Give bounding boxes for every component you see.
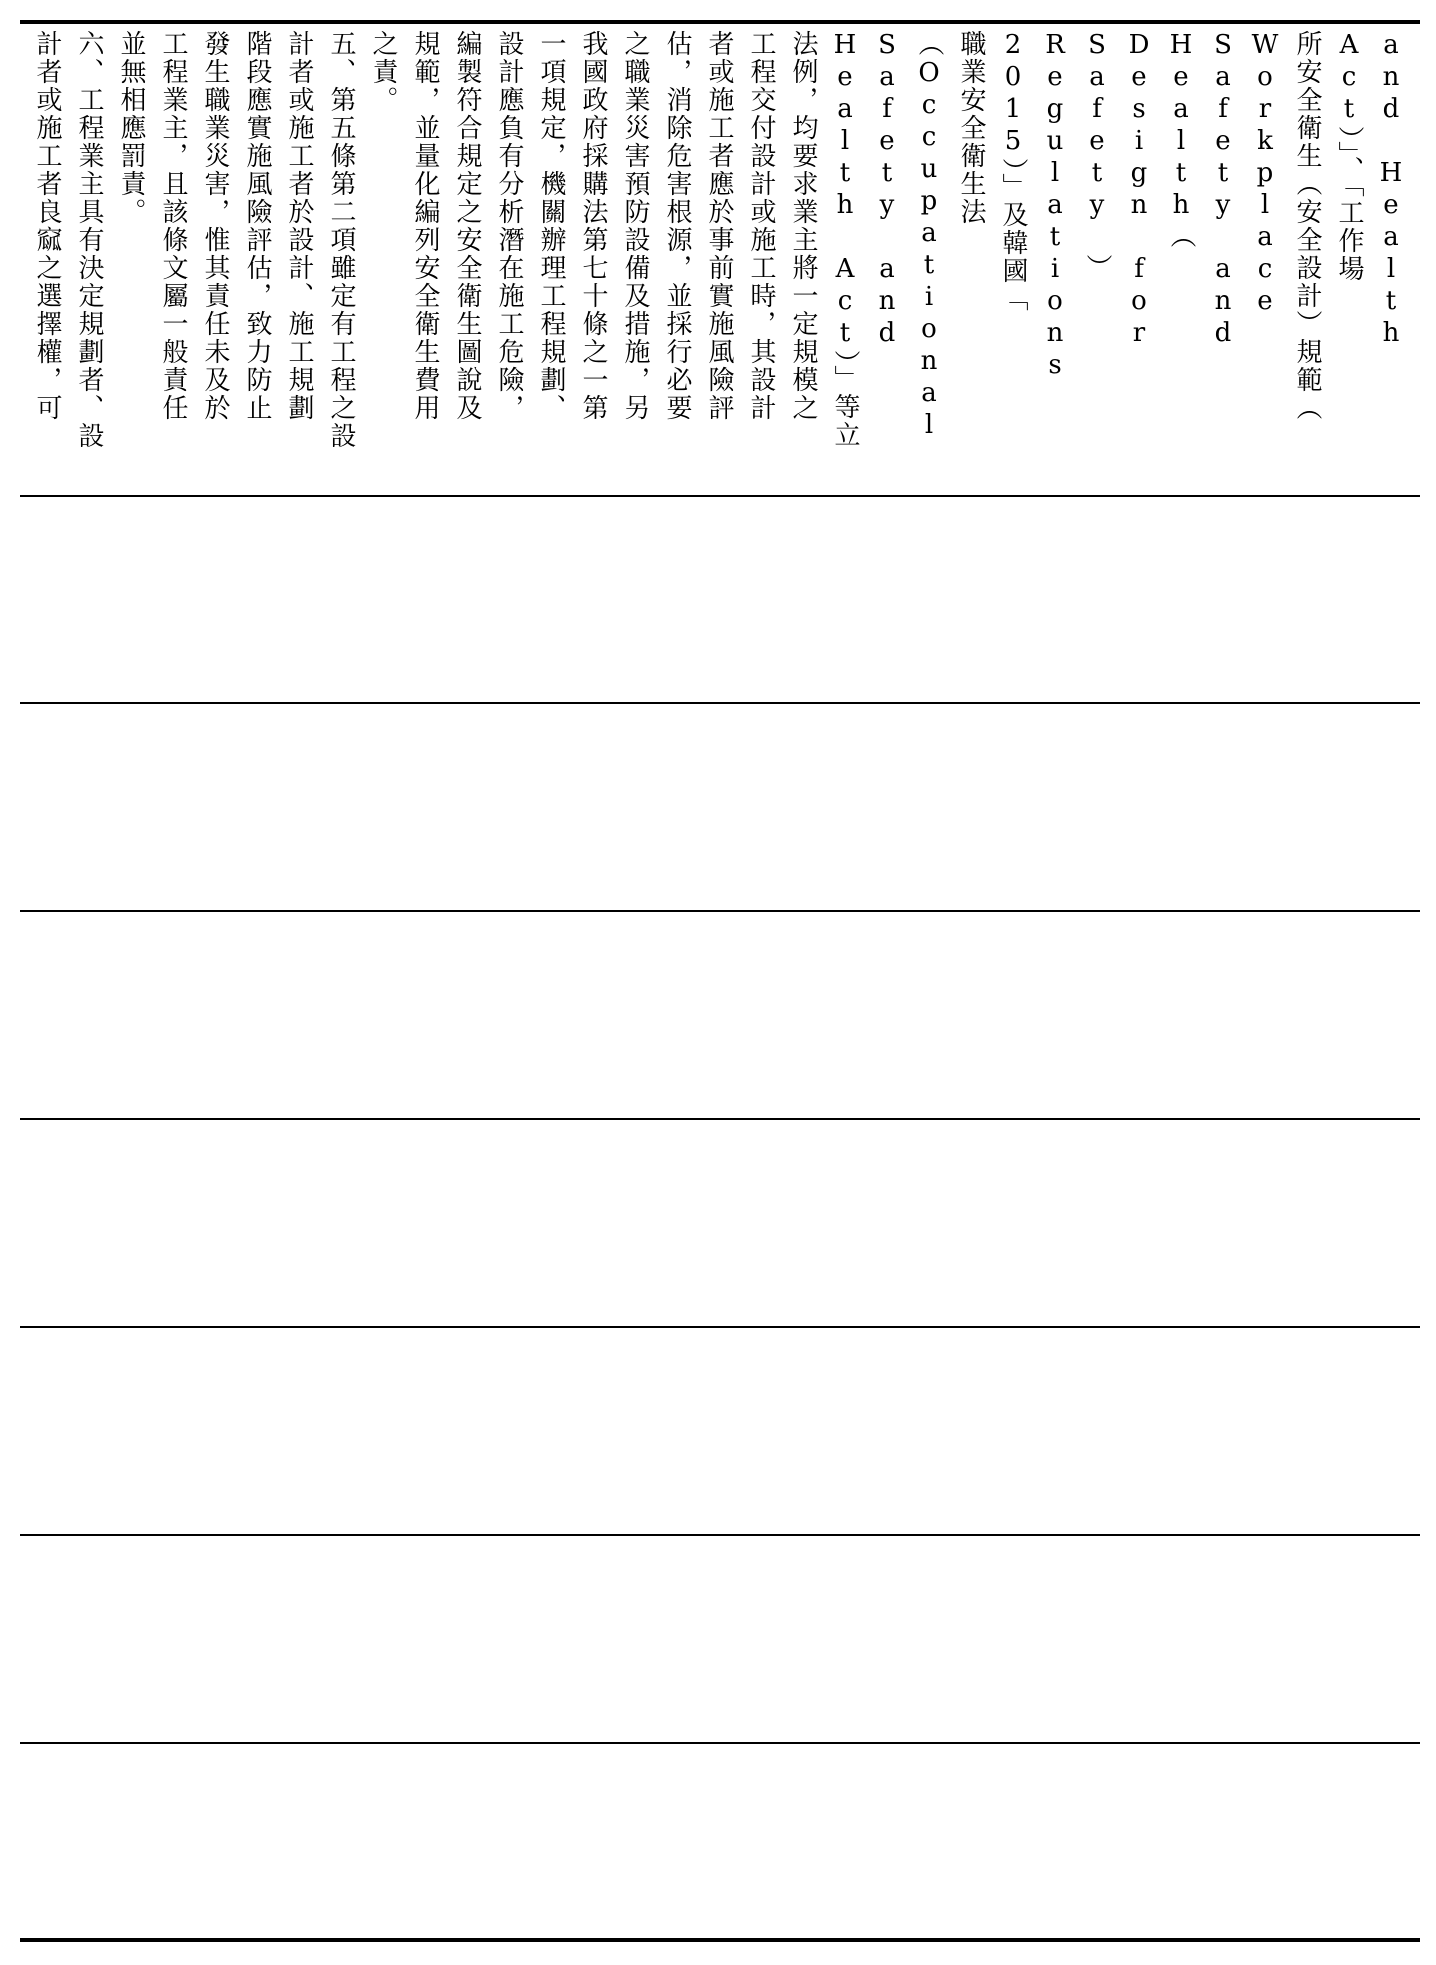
- text-line: Workplace Safety and Health（: [1166, 30, 1280, 350]
- empty-row: [20, 704, 1420, 909]
- text-line: 法例，均要求業主將一定規模之: [788, 30, 818, 422]
- text-line: Design for Safety ）: [1082, 30, 1154, 350]
- item-five-line: 工程業主，且該條文屬一般責任: [158, 30, 188, 422]
- text-line: 編製符合規定之安全衛生圖說及: [452, 30, 482, 422]
- text-line: 規範，並量化編列安全衛生費用: [410, 30, 440, 422]
- item-five-line: 發生職業災害，惟其責任未及於: [200, 30, 230, 422]
- item-five-line: 五、第五條第二項雖定有工程之設: [326, 30, 356, 450]
- empty-row: [20, 912, 1420, 1117]
- item-five-line: 計者或施工者於設計、施工規劃: [284, 30, 314, 422]
- empty-row: [20, 497, 1420, 702]
- text-line: 之職業災害預防設備及措施，另: [620, 30, 650, 422]
- text-line: 者或施工者應於事前實施風險評: [704, 30, 734, 422]
- text-line: 設計應負有分析潛在施工危險，: [494, 30, 524, 422]
- text-line: 一項規定，機關辦理工程規劃、: [536, 30, 566, 422]
- empty-row: [20, 1120, 1420, 1325]
- text-line: 估，消除危害根源，並採行必要: [662, 30, 692, 422]
- text-line: 職業安全衛生法（Occupational: [914, 30, 986, 442]
- text-line: 所安全衛生（安全設計）規範（: [1292, 30, 1322, 422]
- text-line: Safety and Health Act）」等立: [830, 30, 902, 449]
- empty-row: [20, 1328, 1420, 1533]
- item-six-line: 計者或施工者良窳之選擇權，可: [32, 30, 62, 422]
- text-line: Regulations 2015）」及韓國「: [998, 30, 1070, 382]
- text-line: 工程交付設計或施工時，其設計: [746, 30, 776, 422]
- top-rule: [20, 20, 1420, 24]
- text-line: 我國政府採購法第七十條之一第: [578, 30, 608, 422]
- item-five-line: 階段應實施風險評估，致力防止: [242, 30, 272, 422]
- item-six-line: 六、工程業主具有決定規劃者、設: [74, 30, 104, 450]
- text-line: 之責。: [368, 30, 398, 114]
- text-line: and Health Act）」、「工作場: [1334, 30, 1406, 350]
- empty-row: [20, 1744, 1420, 1936]
- item-five-line: 並無相應罰責。: [116, 30, 146, 226]
- empty-row: [20, 1536, 1420, 1741]
- bottom-rule: [20, 1938, 1420, 1942]
- vertical-text-column: [26, 30, 1412, 485]
